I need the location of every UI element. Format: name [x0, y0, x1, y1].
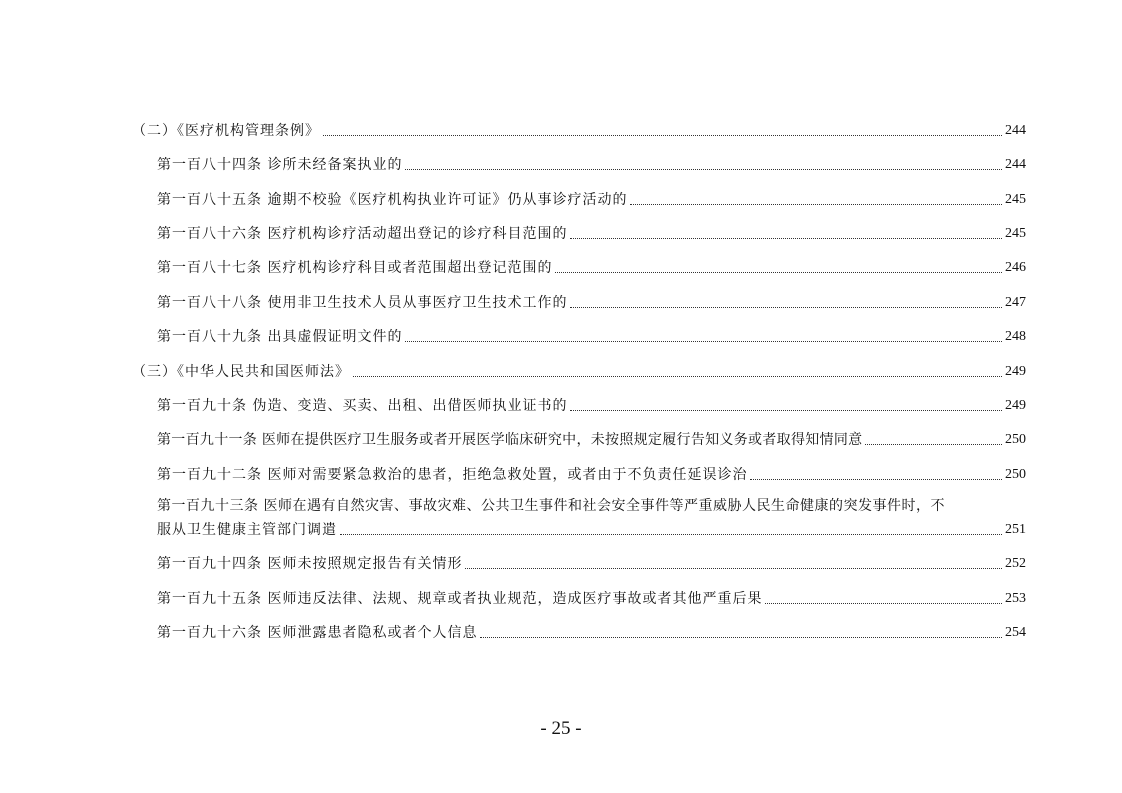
toc-entry-page: 244 [1005, 123, 1026, 138]
toc-entry-title: 第一百八十六条 医疗机构诊疗活动超出登记的诊疗科目范围的 [157, 226, 568, 242]
toc-entry-title: 第一百九十五条 医师违反法律、法规、规章或者执业规范，造成医疗事故或者其他严重后果 [157, 591, 763, 607]
toc-entry-title-line1[interactable]: 第一百九十三条 医师在遇有自然灾害、事故灾难、公共卫生事件和社会安全事件等严重威胁人民生命健康的突发事件时，不 [157, 498, 945, 514]
toc-entry-title: 第一百九十二条 医师对需要紧急救治的患者，拒绝急救处置，或者由于不负责任延误诊治 [157, 467, 748, 483]
toc-article-entry[interactable] [157, 590, 1026, 608]
toc-entry-page: 245 [1005, 192, 1026, 207]
toc-entry-page: 244 [1005, 157, 1026, 172]
dot-leader [630, 204, 1002, 205]
toc-article-entry[interactable] [157, 259, 1026, 277]
dot-leader [865, 444, 1002, 445]
toc-entry-title: 第一百八十七条 医疗机构诊疗科目或者范围超出登记范围的 [157, 260, 553, 276]
dot-leader [570, 307, 1002, 308]
toc-entry-title: 第一百九十四条 医师未按照规定报告有关情形 [157, 556, 463, 572]
toc-entry-page: 250 [1005, 432, 1026, 447]
dot-leader [323, 135, 1002, 136]
toc-article-entry[interactable] [157, 555, 1026, 573]
toc-entry-title: 第一百九十条 伪造、变造、买卖、出租、出借医师执业证书的 [157, 398, 568, 414]
dot-leader [405, 341, 1002, 342]
toc-entry-page: 251 [1005, 522, 1026, 537]
dot-leader [465, 568, 1002, 569]
dot-leader [480, 637, 1002, 638]
toc-entry-page: 246 [1005, 260, 1026, 275]
toc-entry-page: 252 [1005, 556, 1026, 571]
toc-article-entry[interactable] [157, 521, 1026, 539]
dot-leader [750, 479, 1002, 480]
dot-leader [340, 534, 1002, 535]
toc-entry-title: 第一百八十四条 诊所未经备案执业的 [157, 157, 403, 173]
toc-entry-title-line2: 服从卫生健康主管部门调遣 [157, 522, 337, 538]
toc-entry-title: 第一百九十六条 医师泄露患者隐私或者个人信息 [157, 625, 478, 641]
toc-entry-title: 第一百八十五条 逾期不校验《医疗机构执业许可证》仍从事诊疗活动的 [157, 192, 628, 208]
toc-entry-page: 254 [1005, 625, 1026, 640]
toc-article-entry[interactable] [157, 624, 1026, 642]
toc-entry-title: （三）《中华人民共和国医师法》 [132, 364, 350, 380]
toc-article-entry[interactable] [157, 397, 1026, 415]
toc-entry-page: 249 [1005, 364, 1026, 379]
toc-entry-page: 253 [1005, 591, 1026, 606]
toc-article-entry[interactable] [157, 431, 1026, 449]
toc-article-entry[interactable] [157, 156, 1026, 174]
toc-entry-title: 第一百八十八条 使用非卫生技术人员从事医疗卫生技术工作的 [157, 295, 568, 311]
toc-article-entry[interactable] [157, 225, 1026, 243]
toc-section-entry[interactable] [132, 363, 1026, 381]
toc-entry-title: 第一百八十九条 出具虚假证明文件的 [157, 329, 403, 345]
dot-leader [765, 603, 1002, 604]
page-number: - 25 - [540, 718, 582, 739]
toc-entry-title: 第一百九十一条 医师在提供医疗卫生服务或者开展医学临床研究中，未按照规定履行告知义务或者取得知情同意 [157, 432, 863, 448]
toc-section-entry[interactable] [132, 122, 1026, 140]
toc-entry-page: 248 [1005, 329, 1026, 344]
toc-article-entry[interactable] [157, 191, 1026, 209]
toc-entry-page: 249 [1005, 398, 1026, 413]
toc-entry-page: 250 [1005, 467, 1026, 482]
dot-leader [570, 410, 1002, 411]
dot-leader [555, 272, 1002, 273]
toc-article-entry[interactable] [157, 466, 1026, 484]
dot-leader [353, 376, 1002, 377]
dot-leader [405, 169, 1002, 170]
toc-entry-page: 247 [1005, 295, 1026, 310]
toc-article-entry[interactable] [157, 294, 1026, 312]
toc-entry-title: （二）《医疗机构管理条例》 [132, 123, 320, 139]
toc-article-entry[interactable] [157, 328, 1026, 346]
toc-entry-page: 245 [1005, 226, 1026, 241]
dot-leader [570, 238, 1002, 239]
